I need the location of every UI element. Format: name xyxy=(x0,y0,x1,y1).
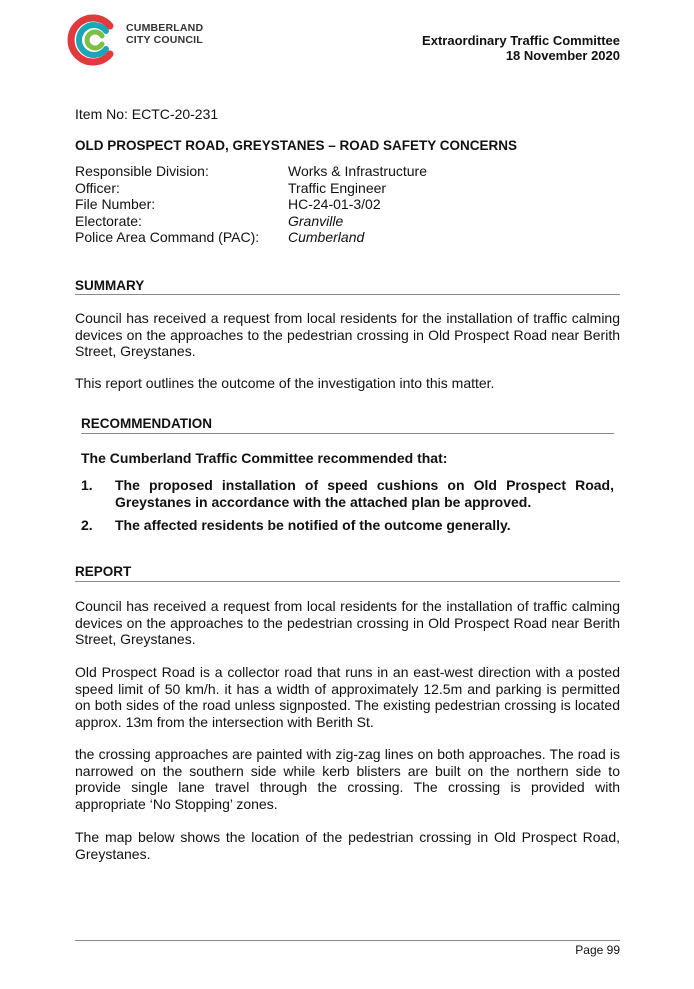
recommendation-item xyxy=(81,517,614,534)
recommendation-number: 2. xyxy=(81,517,93,533)
recommendation-rule xyxy=(81,433,614,434)
detail-row-pac xyxy=(75,229,427,246)
report-paragraph-3: the crossing approaches are painted with zig-zag lines on both approaches. The road is narrowed on the southern side while kerb blisters are built on the northern side to provide single lane travel through the crossing. The crossing is provided with appropriate ‘No Stopping’ zones. xyxy=(75,746,620,812)
detail-label: Police Area Command (PAC): xyxy=(75,229,260,245)
detail-value: HC-24-01-3/02 xyxy=(288,196,381,212)
meeting-name: Extraordinary Traffic Committee xyxy=(422,33,620,48)
detail-label: Officer: xyxy=(75,179,120,196)
logo-wordmark xyxy=(126,22,203,46)
details-table xyxy=(75,163,427,246)
meeting-date: 18 November 2020 xyxy=(505,48,620,63)
summary-paragraph-1: Council has received a request from local residents for the installation of traffic calming devices on the approaches to the pedestrian crossing in Old Prospect Road near Berith Street, Greystanes. xyxy=(75,310,620,359)
detail-value: Works & Infrastructure xyxy=(288,163,428,179)
recommendation-text: The affected residents be notified of the outcome generally. xyxy=(115,517,511,533)
report-title: OLD PROSPECT ROAD, GREYSTANES – ROAD SAFETY CONCERNS xyxy=(75,138,518,153)
summary-paragraph-2: This report outlines the outcome of the investigation into this matter. xyxy=(75,375,495,391)
report-heading: REPORT xyxy=(75,564,132,579)
recommendation-heading: RECOMMENDATION xyxy=(81,416,212,431)
detail-row-officer xyxy=(75,180,427,197)
report-paragraph-4: The map below shows the location of the pedestrian crossing in Old Prospect Road, Greystanes. xyxy=(75,829,620,862)
report-rule xyxy=(75,581,620,582)
recommendation-number: 1. xyxy=(81,477,93,493)
cumberland-logo-icon xyxy=(66,12,122,68)
recommendation-item xyxy=(81,477,614,511)
detail-label: Responsible Division: xyxy=(75,163,209,179)
report-paragraph-1: Council has received a request from local residents for the installation of traffic calming devices on the approaches to the pedestrian crossing in Old Prospect Road near Berith Street, Greystanes. xyxy=(75,598,620,647)
summary-rule xyxy=(75,294,620,295)
recommendation-list xyxy=(81,477,614,540)
recommendation-intro: The Cumberland Traffic Committee recommended that: xyxy=(81,450,448,466)
detail-row-electorate xyxy=(75,213,427,230)
detail-value: Traffic Engineer xyxy=(288,179,387,196)
detail-value: Granville xyxy=(288,212,344,229)
item-number: Item No: ECTC-20-231 xyxy=(75,106,219,122)
detail-row-file-number xyxy=(75,196,427,213)
logo-line-1: CUMBERLAND xyxy=(126,22,204,34)
detail-label: Electorate: xyxy=(75,212,142,229)
detail-value: Cumberland xyxy=(288,229,365,245)
meeting-info xyxy=(422,33,620,63)
detail-row-division xyxy=(75,163,427,180)
footer-rule xyxy=(75,940,620,941)
report-paragraph-2: Old Prospect Road is a collector road that runs in an east-west direction with a posted speed limit of 50 km/h. it has a width of approximately 12.5m and parking is permitted on both sides of the road unless signposted. The existing pedestrian crossing is located approx. 13m from the intersection with Berith St. xyxy=(75,664,620,730)
recommendation-text: The proposed installation of speed cushions on Old Prospect Road, Greystanes in accordance with the attached plan be approved. xyxy=(115,477,614,510)
summary-heading: SUMMARY xyxy=(75,278,145,293)
logo-line-2: CITY COUNCIL xyxy=(126,34,203,46)
detail-label: File Number: xyxy=(75,196,156,212)
page-number: Page 99 xyxy=(575,943,620,957)
